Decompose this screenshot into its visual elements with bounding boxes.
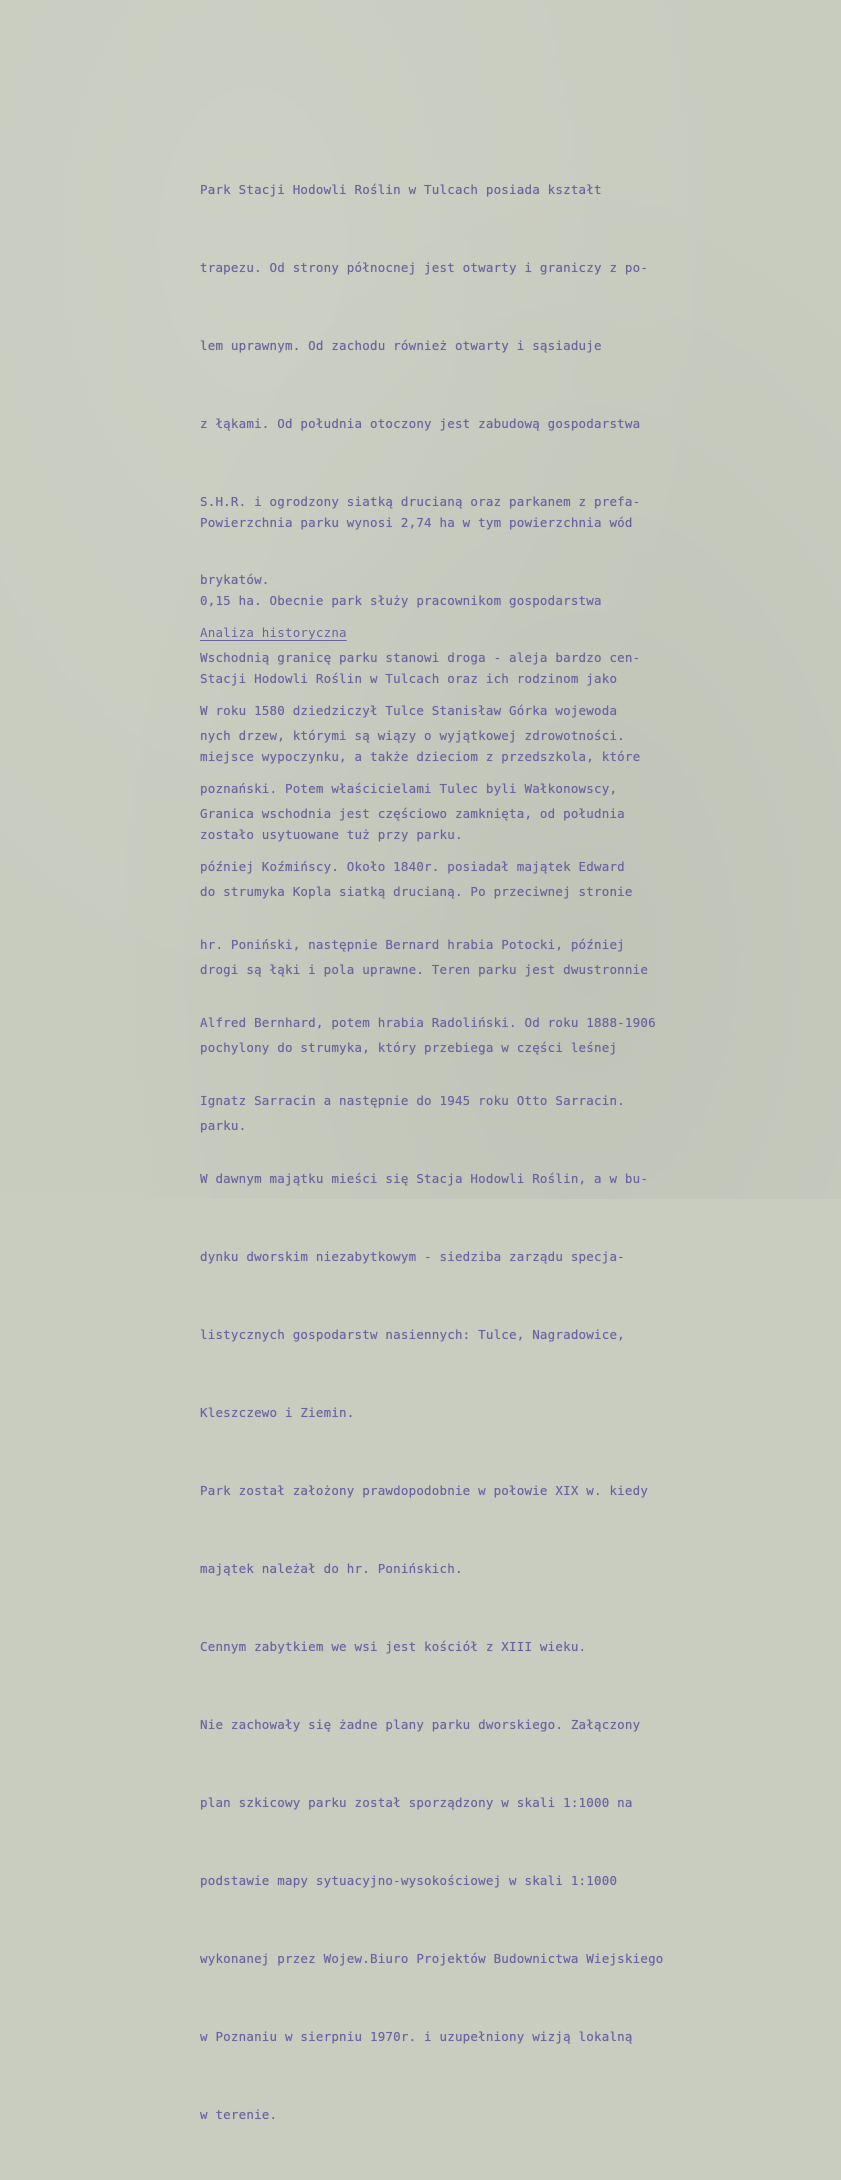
paragraph-history [200, 646, 820, 2180]
text-line: dynku dworskim niezabytkowym - siedziba zarządu specja- [200, 1249, 625, 1264]
text-line: S.H.R. i ogrodzony siatką drucianą oraz parkanem z prefa- [200, 494, 641, 509]
text-line: poznański. Potem właścicielami Tulec byli Wałkonowscy, [200, 781, 618, 796]
text-line: pochylony do strumyka, który przebiega w części leśnej [200, 1040, 618, 1055]
text-line: w terenie. [200, 2107, 278, 2122]
text-line: brykatów. [200, 572, 270, 587]
text-line: Granica wschodnia jest częściowo zamknięta, od południa [200, 806, 625, 821]
text-line: Nie zachowały się żadne plany parku dworskiego. Załączony [200, 1717, 641, 1732]
text-line: Park został założony prawdopodobnie w połowie XIX w. kiedy [200, 1483, 649, 1498]
text-line: w Poznaniu w sierpniu 1970r. i uzupełniony wizją lokalną [200, 2029, 633, 2044]
text-line: Cennym zabytkiem we wsi jest kościół z XIII wieku. [200, 1639, 587, 1654]
text-line: nych drzew, którymi są wiązy o wyjątkowej zdrowotności. [200, 728, 625, 743]
text-line: majątek należał do hr. Ponińskich. [200, 1561, 463, 1576]
text-line: drogi są łąki i pola uprawne. Teren parku jest dwustronnie [200, 962, 649, 977]
text-line: miejsce wypoczynku, a także dzieciom z przedszkola, które [200, 749, 641, 764]
text-line: Park Stacji Hodowli Roślin w Tulcach posiada kształt [200, 182, 602, 197]
text-line: Stacji Hodowli Roślin w Tulcach oraz ich rodzinom jako [200, 671, 618, 686]
text-line: do strumyka Kopla siatką drucianą. Po przeciwnej stronie [200, 884, 633, 899]
text-line: Alfred Bernhard, potem hrabia Radoliński. Od roku 1888-1906 [200, 1015, 656, 1030]
text-line: plan szkicowy parku został sporządzony w skali 1:1000 na [200, 1795, 633, 1810]
text-line: hr. Poniński, następnie Bernard hrabia Potocki, później [200, 937, 625, 952]
text-line: wykonanej przez Wojew.Biuro Projektów Budownictwa Wiejskiego [200, 1951, 664, 1966]
text-line: 0,15 ha. Obecnie park służy pracownikom gospodarstwa [200, 593, 602, 608]
text-line: Wschodnią granicę parku stanowi droga - aleja bardzo cen- [200, 650, 641, 665]
text-line: W roku 1580 dziedziczył Tulce Stanisław Górka wojewoda [200, 703, 618, 718]
text-line: parku. [200, 1118, 247, 1133]
text-line: W dawnym majątku mieści się Stacja Hodowli Roślin, a w bu- [200, 1171, 649, 1186]
text-line: trapezu. Od strony północnej jest otwarty i graniczy z po- [200, 260, 649, 275]
text-line: z łąkami. Od południa otoczony jest zabudową gospodarstwa [200, 416, 641, 431]
text-line: Kleszczewo i Ziemin. [200, 1405, 355, 1420]
text-line: podstawie mapy sytuacyjno-wysokościowej w skali 1:1000 [200, 1873, 618, 1888]
text-line: zostało usytuowane tuż przy parku. [200, 827, 463, 842]
text-line: lem uprawnym. Od zachodu również otwarty i sąsiaduje [200, 338, 602, 353]
text-line: Powierzchnia parku wynosi 2,74 ha w tym powierzchnia wód [200, 515, 633, 530]
section-heading: Analiza historyczna [200, 625, 347, 640]
text-line: listycznych gospodarstw nasiennych: Tulce, Nagradowice, [200, 1327, 625, 1342]
text-line: Ignatz Sarracin a następnie do 1945 roku Otto Sarracin. [200, 1093, 625, 1108]
text-line: później Koźmińscy. Około 1840r. posiadał majątek Edward [200, 859, 625, 874]
